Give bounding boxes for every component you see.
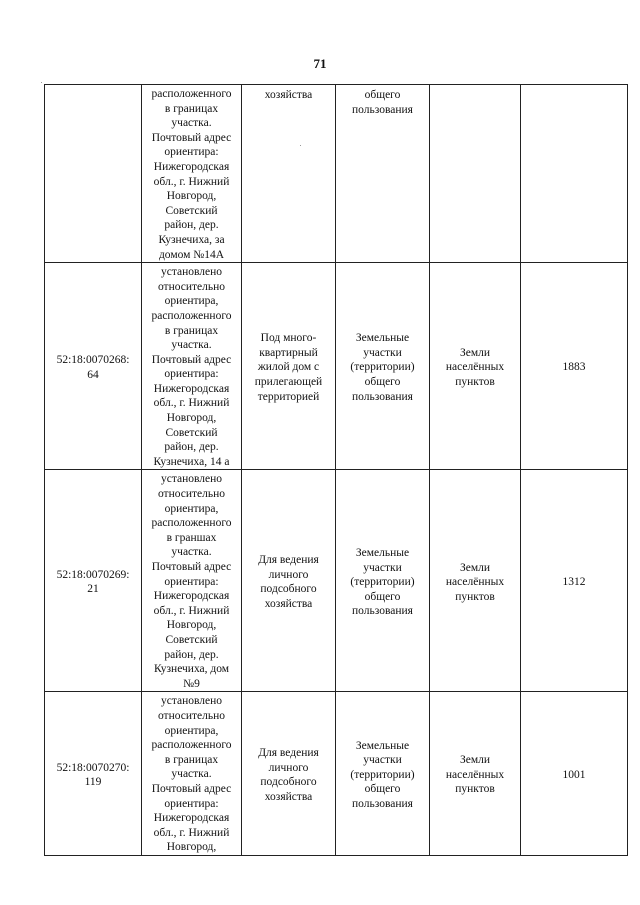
address-line: Нижегородская — [153, 160, 230, 173]
address-line: расположенного — [151, 517, 232, 530]
address-line: ориентира, — [164, 295, 219, 308]
address-line: район, дер. — [164, 441, 219, 454]
cadastral-number-cell — [45, 470, 142, 692]
address-line: установлено — [160, 266, 223, 279]
land-type-line: Земельные — [355, 332, 410, 345]
address-line: Советский — [165, 204, 218, 217]
address-line: обл., г. Нижний — [153, 397, 230, 410]
land-type-line: пользования — [352, 103, 413, 116]
address-line: участка. — [171, 546, 212, 559]
address-line: Новгород, — [166, 841, 217, 854]
address-line: в границах — [164, 753, 219, 766]
address-cell — [142, 85, 242, 263]
scan-speck — [300, 145, 301, 146]
land-type-line: (территории) — [350, 576, 415, 589]
address-line: расположенного — [151, 309, 232, 322]
land-category-line: населённых — [445, 768, 505, 781]
land-type-cell — [336, 692, 430, 856]
address-line: расположенного — [151, 739, 232, 752]
scan-speck — [41, 82, 42, 83]
address-line: относительно — [157, 488, 226, 501]
cadastral-number-cell — [45, 85, 142, 263]
land-type-line: пользования — [352, 798, 413, 810]
permitted-use-line: подсобного — [260, 776, 317, 789]
land-type-line: общего — [364, 783, 401, 796]
permitted-use-line: Для ведения — [258, 554, 319, 567]
land-type-line: Земельные — [355, 739, 410, 752]
cadastral-number-line: 52:18:0070269: — [56, 568, 130, 581]
address-line: ориентира: — [164, 575, 219, 588]
land-category-line: населённых — [445, 361, 505, 374]
address-line: ориентира: — [164, 797, 219, 810]
address-line: участка. — [171, 339, 212, 352]
address-line: район, дер. — [164, 648, 219, 661]
address-line: №9 — [183, 677, 200, 690]
address-line: ориентира, — [164, 724, 219, 737]
table-row — [45, 85, 628, 263]
address-line: установлено — [160, 473, 223, 486]
address-line: Почтовый адрес — [151, 561, 232, 573]
area-cell — [521, 263, 628, 470]
land-type-line: пользования — [352, 605, 413, 618]
land-type-line: общего — [364, 376, 401, 389]
address-line: установлено — [160, 695, 223, 708]
address-line: участка. — [171, 117, 212, 130]
land-category-cell — [430, 85, 521, 263]
address-line: в граншах — [166, 531, 217, 544]
address-line: обл., г. Нижний — [153, 175, 230, 188]
permitted-use-line: подсобного — [260, 583, 317, 596]
land-category-line: Земли — [459, 346, 491, 359]
address-line: относительно — [157, 280, 226, 293]
area-value: 1001 — [562, 768, 586, 781]
permitted-use-cell — [242, 263, 336, 470]
land-type-line: пользования — [352, 390, 413, 403]
permitted-use-cell — [242, 692, 336, 856]
address-line: в границах — [164, 102, 219, 115]
permitted-use-line: хозяйства — [264, 597, 313, 610]
page-number: 71 — [313, 56, 327, 71]
land-type-cell — [336, 470, 430, 692]
address-cell — [142, 470, 242, 692]
permitted-use-line: хозяйства — [264, 790, 313, 803]
permitted-use-cell — [242, 470, 336, 692]
land-type-line: участки — [363, 346, 402, 359]
permitted-use-line: жилой дом с — [257, 361, 320, 374]
address-line: Советский — [165, 633, 218, 646]
table-row — [45, 692, 628, 856]
address-line: Кузнечиха, за — [158, 233, 225, 246]
address-line: ориентира: — [164, 368, 219, 381]
land-category-cell — [430, 470, 521, 692]
address-line: Кузнечиха, 14 а — [153, 455, 230, 468]
land-category-line: пунктов — [455, 590, 495, 603]
permitted-use-line: Под много- — [260, 332, 317, 345]
cadastral-number-cell — [45, 692, 142, 856]
area-cell — [521, 470, 628, 692]
address-line: обл., г. Нижний — [153, 826, 230, 839]
address-line: Нижегородская — [153, 382, 230, 395]
address-cell — [142, 263, 242, 470]
land-category-line: населённых — [445, 576, 505, 589]
permitted-use-line: личного — [268, 568, 309, 581]
address-line: Новгород, — [166, 190, 217, 203]
cadastral-number-cell — [45, 263, 142, 470]
permitted-use-line: Для ведения — [258, 746, 319, 759]
address-line: обл., г. Нижний — [153, 604, 230, 617]
land-category-cell — [430, 692, 521, 856]
land-category-line: Земли — [459, 561, 491, 574]
address-line: Новгород, — [166, 619, 217, 632]
cadastral-number-line: 52:18:0070270: — [56, 761, 130, 774]
land-type-line: Земельные — [355, 546, 410, 559]
address-line: Почтовый адрес — [151, 353, 232, 366]
address-cell — [142, 692, 242, 856]
permitted-use-cell — [242, 85, 336, 263]
address-line: домом №14А — [158, 248, 225, 261]
land-type-line: общего — [364, 590, 401, 603]
address-line: Советский — [165, 426, 218, 439]
land-type-line: участки — [363, 754, 402, 767]
address-line: Кузнечиха, дом — [153, 663, 230, 676]
cadastral-number-line: 52:18:0070268: — [56, 354, 130, 367]
land-plots-table — [44, 84, 628, 856]
address-line: Нижегородская — [153, 812, 230, 825]
address-line: относительно — [157, 709, 226, 722]
address-line: Почтовый адрес — [151, 782, 232, 795]
address-line: Новгород, — [166, 412, 217, 425]
address-line: ориентира, — [164, 502, 219, 515]
area-cell — [521, 692, 628, 856]
area-cell — [521, 85, 628, 263]
address-line: в границах — [164, 324, 219, 337]
cadastral-number-line: 119 — [84, 776, 102, 789]
land-type-line: (территории) — [350, 361, 415, 374]
land-type-cell — [336, 85, 430, 263]
address-line: Нижегородская — [153, 590, 230, 603]
permitted-use-line: квартирный — [259, 346, 318, 359]
land-category-line: Земли — [459, 754, 491, 767]
land-type-cell — [336, 263, 430, 470]
land-category-line: пунктов — [455, 783, 495, 796]
address-line: Почтовый адрес — [151, 131, 232, 144]
address-line: расположенного — [151, 88, 232, 100]
land-category-cell — [430, 263, 521, 470]
permitted-use-line: прилегающей — [254, 376, 323, 389]
land-type-line: участки — [363, 561, 402, 574]
area-value: 1312 — [562, 576, 586, 589]
address-line: ориентира: — [164, 146, 219, 159]
permitted-use-line: хозяйства — [264, 89, 313, 101]
address-line: район, дер. — [164, 219, 219, 232]
cadastral-number-line: 21 — [87, 583, 99, 596]
area-value: 1883 — [562, 361, 586, 374]
table-row — [45, 263, 628, 470]
land-category-line: пунктов — [455, 376, 495, 389]
table-row — [45, 470, 628, 692]
permitted-use-line: территорией — [257, 390, 320, 403]
land-type-line: общего — [364, 89, 401, 101]
permitted-use-line: личного — [268, 761, 309, 774]
land-type-line: (территории) — [350, 768, 415, 781]
cadastral-number-line: 64 — [87, 368, 99, 381]
address-line: участка. — [171, 768, 212, 781]
